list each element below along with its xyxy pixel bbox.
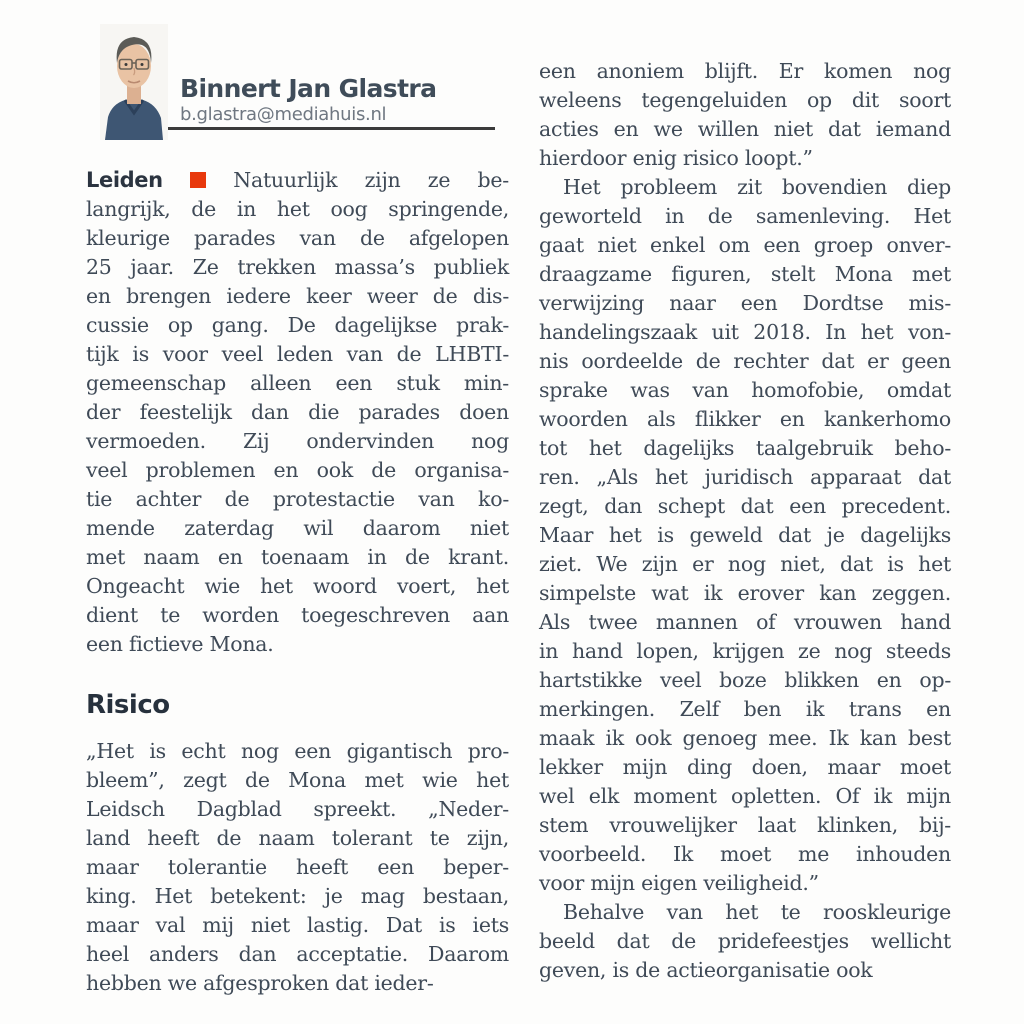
text-line: een anoniem blijft. Er komen nog <box>539 59 951 83</box>
lead-first-line-text: Natuurlijk zijn ze be- <box>233 168 509 192</box>
text-line: wel elk moment opletten. Of ik mijn <box>539 784 951 808</box>
text-line: een fictieve Mona. <box>86 632 274 656</box>
continuation-paragraph <box>539 57 951 173</box>
dateline: Leiden <box>86 168 163 192</box>
text-line: kleurige parades van de afgelopen <box>86 226 509 250</box>
text-line: handelingszaak uit 2018. In het von- <box>539 320 951 344</box>
text-line: stem vrouwelijker laat klinken, bij- <box>539 813 951 837</box>
text-line: cussie op gang. De dagelijkse prak- <box>86 313 509 337</box>
text-line: Ongeacht wie het woord voert, het <box>86 574 509 598</box>
text-line: gemeenschap alleen een stuk min- <box>86 371 509 395</box>
article-column-left <box>86 0 509 998</box>
byline-author-email: b.glastra@mediahuis.nl <box>180 104 387 125</box>
text-line: der feestelijk dan die parades doen <box>86 400 509 424</box>
text-line: Het probleem zit bovendien diep <box>563 175 951 199</box>
text-line: geven, is de actieorganisatie ook <box>539 958 873 982</box>
text-line: vermoeden. Zij ondervinden nog <box>86 429 509 453</box>
text-line: dient te worden toegeschreven aan <box>86 603 509 627</box>
dateline-square-icon <box>190 172 206 188</box>
lead-paragraph <box>86 166 509 659</box>
text-line: draagzame figuren, stelt Mona met <box>539 262 951 286</box>
text-line: „Het is echt nog een gigantisch pro- <box>86 739 509 763</box>
text-line: voorbeeld. Ik moet me inhouden <box>539 842 951 866</box>
text-line: hierdoor enig risico loopt.” <box>539 146 813 170</box>
text-line: heel anders dan acceptatie. Daarom <box>86 942 509 966</box>
text-line: maak ik ook genoeg mee. Ik kan best <box>539 726 951 750</box>
text-line: sprake was van homofobie, omdat <box>539 378 951 402</box>
text-line: verwijzing naar een Dordtse mis- <box>539 291 951 315</box>
text-line: hartstikke veel boze blikken en op- <box>539 668 951 692</box>
byline-author-name: Binnert Jan Glastra <box>180 74 437 103</box>
text-line: veel problemen en ook de organisa- <box>86 458 509 482</box>
text-line: gaat niet enkel om een groep onver- <box>539 233 951 257</box>
text-line: king. Het betekent: je mag bestaan, <box>86 884 509 908</box>
text-line: in hand lopen, krijgen ze nog steeds <box>539 639 951 663</box>
text-line: zegt, dan schept dat een precedent. <box>539 494 951 518</box>
text-line: beeld dat de pridefeestjes wellicht <box>539 929 951 953</box>
text-line: tijk is voor veel leden van de LHBTI- <box>86 342 509 366</box>
closing-paragraph <box>539 898 951 985</box>
text-line: woorden als flikker en kankerhomo <box>539 407 951 431</box>
text-line: hebben we afgesproken dat ieder- <box>86 971 434 995</box>
text-line: acties en we willen niet dat iemand <box>539 117 951 141</box>
author-photo <box>100 24 168 140</box>
text-line: merkingen. Zelf ben ik trans en <box>539 697 951 721</box>
text-line: 25 jaar. Ze trekken massa’s publiek <box>86 255 509 279</box>
text-line: maar val mij niet lastig. Dat is iets <box>86 913 509 937</box>
text-line: voor mijn eigen veiligheid.” <box>539 871 819 895</box>
text-line: weleens tegengeluiden op dit soort <box>539 88 951 112</box>
section-heading-risico: Risico <box>86 690 170 720</box>
text-line: maar tolerantie heeft een beper- <box>86 855 509 879</box>
lead-paragraph-first-line <box>86 166 509 195</box>
text-line: nis oordeelde de rechter dat er geen <box>539 349 951 373</box>
text-line: simpelste wat ik erover kan zeggen. <box>539 581 951 605</box>
text-line: en brengen iedere keer weer de dis- <box>86 284 509 308</box>
quote-paragraph <box>86 737 509 998</box>
text-line: lekker mijn ding doen, maar moet <box>539 755 951 779</box>
text-line: langrijk, de in het oog springende, <box>86 197 509 221</box>
text-line: met naam en toenaam in de krant. <box>86 545 509 569</box>
article-column-right <box>539 57 951 985</box>
byline-block <box>86 0 509 166</box>
text-line: tie achter de protestactie van ko- <box>86 487 509 511</box>
text-line: ren. „Als het juridisch apparaat dat <box>539 465 951 489</box>
text-line: tot het dagelijks taalgebruik beho- <box>539 436 951 460</box>
text-line: geworteld in de samenleving. Het <box>539 204 951 228</box>
text-line: Behalve van het te rooskleurige <box>563 900 951 924</box>
text-line: Maar het is geweld dat je dagelijks <box>539 523 951 547</box>
text-line: ziet. We zijn er nog niet, dat is het <box>539 552 951 576</box>
text-line: land heeft de naam tolerant te zijn, <box>86 826 509 850</box>
text-line: mende zaterdag wil daarom niet <box>86 516 509 540</box>
text-line: Leidsch Dagblad spreekt. „Neder- <box>86 797 509 821</box>
problem-paragraph <box>539 173 951 898</box>
text-line: Als twee mannen of vrouwen hand <box>539 610 951 634</box>
text-line: bleem”, zegt de Mona met wie het <box>86 768 509 792</box>
